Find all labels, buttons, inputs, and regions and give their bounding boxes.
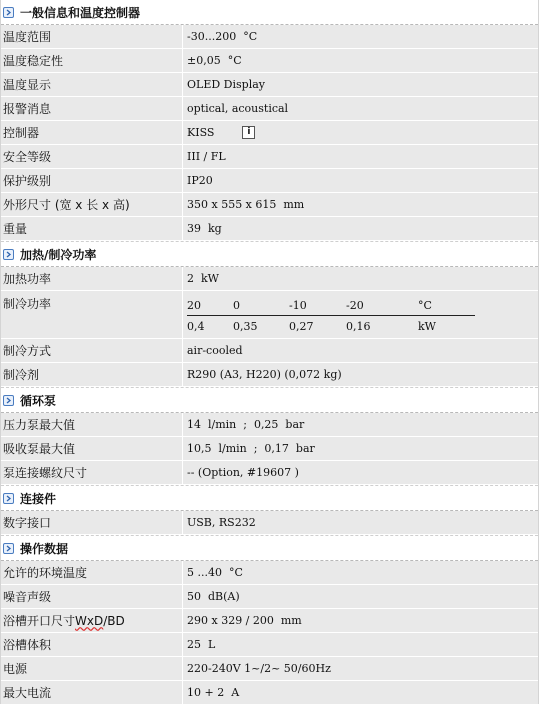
label-underlined: WxD <box>75 613 104 628</box>
spec-label: 压力泵最大值 <box>1 413 183 436</box>
spec-row <box>1 169 538 193</box>
spec-label: 电源 <box>1 657 183 680</box>
cooling-temp-unit: °C <box>418 298 432 312</box>
spec-label: 外形尺寸 (宽 x 长 x 高) <box>1 193 183 216</box>
spec-value: 50 dB(A) <box>187 590 240 603</box>
spec-row <box>1 145 538 169</box>
spec-row <box>1 25 538 49</box>
section-header-connections[interactable] <box>1 485 538 511</box>
spec-label: 制冷功率 <box>1 291 183 338</box>
section-title: 一般信息和温度控制器 <box>20 5 141 20</box>
section-header-pump[interactable] <box>1 387 538 413</box>
spec-label: 浴槽体积 <box>1 633 183 656</box>
cooling-value: 0,35 <box>233 319 258 333</box>
spec-value: 220-240V 1~/2~ 50/60Hz <box>187 662 331 675</box>
spec-label: 允许的环境温度 <box>1 561 183 584</box>
section-header-power[interactable] <box>1 241 538 267</box>
spec-row <box>1 585 538 609</box>
spec-value: 290 x 329 / 200 mm <box>187 614 302 627</box>
spec-value: -30...200 °C <box>187 30 258 43</box>
spec-row <box>1 339 538 363</box>
section-title: 加热/制冷功率 <box>20 247 97 262</box>
spec-row <box>1 267 538 291</box>
expand-arrow-icon <box>3 249 14 260</box>
spec-label: 噪音声级 <box>1 585 183 608</box>
cooling-temp: -20 <box>346 298 364 312</box>
spec-label: 安全等级 <box>1 145 183 168</box>
spec-row <box>1 413 538 437</box>
cooling-value: 0,4 <box>187 319 205 333</box>
spec-row <box>1 121 538 145</box>
spec-label: 加热功率 <box>1 267 183 290</box>
cooling-value: 0,27 <box>289 319 314 333</box>
spec-row <box>1 217 538 241</box>
cooling-value: 0,16 <box>346 319 371 333</box>
spec-value: 10,5 l/min ; 0,17 bar <box>187 442 315 455</box>
spec-value: USB, RS232 <box>187 516 256 529</box>
cooling-power-row <box>1 291 538 339</box>
spec-label: 控制器 <box>1 121 183 144</box>
spec-row <box>1 73 538 97</box>
cooling-temp: 0 <box>233 298 240 312</box>
spec-label: 泵连接螺纹尺寸 <box>1 461 183 484</box>
spec-value: -- (Option, #19607 ) <box>187 466 299 479</box>
spec-value: 5 ...40 °C <box>187 566 243 579</box>
expand-arrow-icon <box>3 7 14 18</box>
spec-row <box>1 461 538 485</box>
spec-label: 数字接口 <box>1 511 183 534</box>
label-suffix: /BD <box>103 613 125 628</box>
cooling-temp: 20 <box>187 298 201 312</box>
spec-label: 重量 <box>1 217 183 240</box>
label-prefix: 浴槽开口尺寸 <box>3 614 76 628</box>
spec-row <box>1 437 538 461</box>
spec-row <box>1 49 538 73</box>
spec-row <box>1 511 538 535</box>
spec-value: R290 (A3, H220) (0,072 kg) <box>187 368 342 381</box>
spec-value: optical, acoustical <box>187 102 289 115</box>
spec-label: 制冷剂 <box>1 363 183 386</box>
cooling-temp: -10 <box>289 298 307 312</box>
expand-arrow-icon <box>3 543 14 554</box>
expand-arrow-icon <box>3 493 14 504</box>
spec-row <box>1 363 538 387</box>
spec-value: 25 L <box>187 638 216 651</box>
spec-label: 报警消息 <box>1 97 183 120</box>
spec-row <box>1 97 538 121</box>
spec-label: 制冷方式 <box>1 339 183 362</box>
spec-value: 350 x 555 x 615 mm <box>187 198 305 211</box>
section-title: 循环泵 <box>20 393 57 408</box>
spec-value: 39 kg <box>187 222 222 235</box>
spec-value: IP20 <box>187 174 213 187</box>
spec-label <box>1 609 183 632</box>
info-icon[interactable]: i <box>242 126 255 139</box>
controller-value: KISS <box>187 126 215 139</box>
spec-value: 10 + 2 A <box>187 686 240 699</box>
spec-label: 吸收泵最大值 <box>1 437 183 460</box>
spec-row <box>1 633 538 657</box>
spec-label: 温度范围 <box>1 25 183 48</box>
section-header-general[interactable] <box>1 0 538 25</box>
spec-label: 保护级别 <box>1 169 183 192</box>
spec-value <box>183 121 538 144</box>
section-title: 连接件 <box>20 491 57 506</box>
spec-value: air-cooled <box>187 344 243 357</box>
spec-row <box>1 681 538 705</box>
spec-row <box>1 193 538 217</box>
spec-value: 14 l/min ; 0,25 bar <box>187 418 305 431</box>
spec-value: III / FL <box>187 150 226 163</box>
expand-arrow-icon <box>3 395 14 406</box>
section-header-operating[interactable] <box>1 535 538 561</box>
spec-row <box>1 609 538 633</box>
spec-value: ±0,05 °C <box>187 54 242 67</box>
spec-row <box>1 657 538 681</box>
cooling-temps <box>187 295 475 316</box>
spec-label: 温度显示 <box>1 73 183 96</box>
spec-value: 2 kW <box>187 272 219 285</box>
cooling-values <box>187 316 475 336</box>
spec-value: OLED Display <box>187 78 265 91</box>
spec-label: 最大电流 <box>1 681 183 704</box>
section-title: 操作数据 <box>20 541 69 556</box>
spec-row <box>1 561 538 585</box>
cooling-value-unit: kW <box>418 319 436 333</box>
cooling-power-table <box>183 291 538 338</box>
spec-label: 温度稳定性 <box>1 49 183 72</box>
